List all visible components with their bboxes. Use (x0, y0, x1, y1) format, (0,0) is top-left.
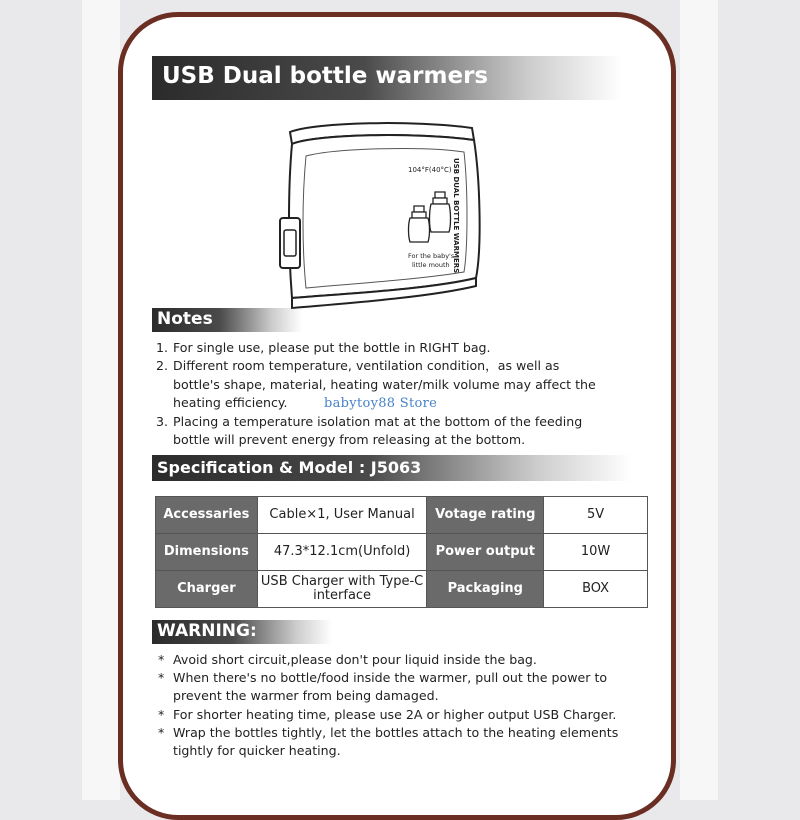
spec-label: Power output (427, 534, 544, 571)
spec-value: USB Charger with Type-C interface (257, 571, 427, 608)
page-title: USB Dual bottle warmers (152, 56, 622, 100)
spec-value: 5V (544, 497, 648, 534)
note-number: 2. (156, 358, 169, 374)
spec-label: Packaging (427, 571, 544, 608)
warning-line: prevent the warmer from being damaged. (173, 688, 439, 704)
asterisk-icon: * (158, 724, 165, 740)
warning-list (158, 651, 628, 760)
asterisk-icon: * (158, 652, 165, 667)
right-panel-strip (680, 0, 718, 800)
list-item (158, 706, 628, 724)
note-number: 1. (156, 340, 169, 355)
bottle-warmer-illustration (276, 118, 498, 314)
spec-value: 47.3*12.1cm(Unfold) (257, 534, 427, 571)
spec-label: Dimensions (156, 534, 258, 571)
warning-line: Wrap the bottles tightly, let the bottles attach to the heating elements (173, 724, 619, 740)
warning-line: For shorter heating time, please use 2A or higher output USB Charger. (173, 706, 617, 722)
note-line: bottle will prevent energy from releasing at the bottom. (173, 432, 526, 448)
asterisk-icon: * (158, 670, 165, 686)
warning-line: When there's no bottle/food inside the warmer, pull out the power to (173, 670, 608, 686)
table-row (156, 534, 648, 571)
tagline-line-2: little mouth (412, 261, 450, 269)
note-line: Different room temperature, ventilation condition，as well as (173, 358, 560, 374)
spec-label: Accessaries (156, 497, 258, 534)
spec-value: Cable×1, User Manual (257, 497, 427, 534)
asterisk-icon: * (158, 706, 165, 722)
list-item (156, 413, 626, 450)
note-text (173, 413, 582, 450)
warning-text (173, 669, 607, 705)
spec-label: Charger (156, 571, 258, 608)
spec-heading: Specification & Model : J5063 (152, 455, 632, 481)
warning-line: tightly for quicker heating. (173, 743, 341, 759)
list-item (158, 669, 628, 705)
warning-text (173, 651, 537, 669)
note-line: For single use, please put the bottle in RIGHT bag. (173, 340, 491, 355)
note-line: Placing a temperature isolation mat at the bottom of the feeding (173, 413, 583, 429)
warning-line: Avoid short circuit,please don't pour liquid inside the bag. (173, 652, 537, 667)
list-item (158, 651, 628, 669)
warning-text (173, 724, 618, 760)
warning-heading: WARNING: (152, 620, 332, 644)
note-number: 3. (156, 413, 169, 429)
note-text (173, 339, 491, 357)
notes-heading: Notes (152, 308, 302, 332)
temperature-label: 104°F(40°C) (408, 166, 452, 174)
list-item (158, 724, 628, 760)
note-line: bottle's shape, material, heating water/milk volume may affect the (173, 376, 596, 392)
warning-text (173, 706, 616, 724)
side-brand-text: USB DUAL BOTTLE WARMERS (452, 158, 460, 274)
spec-table (155, 496, 648, 608)
table-row (156, 497, 648, 534)
table-row (156, 571, 648, 608)
tagline-line-1: For the baby's (408, 252, 455, 260)
spec-label: Votage rating (427, 497, 544, 534)
store-watermark: babytoy88 Store (324, 396, 438, 411)
list-item (156, 339, 626, 357)
note-line: heating efficiency. (173, 395, 288, 411)
spec-value: BOX (544, 571, 648, 608)
spec-value: 10W (544, 534, 648, 571)
left-panel-strip (82, 0, 120, 800)
notes-list (156, 339, 626, 449)
